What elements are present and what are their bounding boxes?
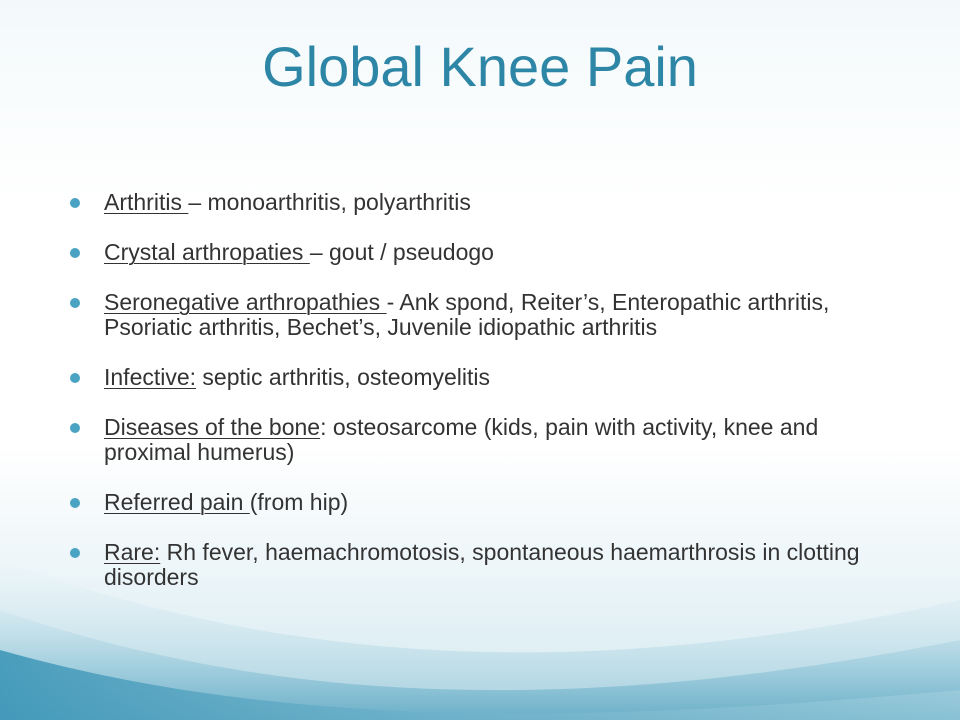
bullet-dot-icon [70, 373, 80, 383]
bullet-dot-icon [70, 423, 80, 433]
bullet-detail: Rh fever, haemachromotosis, spontaneous haemarthrosis in clotting disorders [104, 539, 860, 590]
bullet-item [70, 365, 900, 390]
bullet-term: Diseases of the bone [104, 414, 321, 440]
bullet-item [70, 240, 900, 265]
bullet-detail: – monoarthritis, polyarthritis [188, 189, 471, 215]
bullet-dot-icon [70, 298, 80, 308]
bullet-item [70, 190, 900, 215]
bullet-term: Seronegative arthropathies [104, 289, 387, 315]
bullet-dot-icon [70, 548, 80, 558]
bullet-item [70, 490, 900, 515]
bullet-term: Arthritis [104, 189, 189, 215]
slide-title: Global Knee Pain [262, 35, 698, 98]
bullet-term: Infective: [104, 364, 197, 390]
bullet-detail: : osteosarcome (kids, pain with activity, knee and proximal humerus) [104, 414, 819, 465]
bullet-term: Rare: [104, 539, 161, 565]
bullet-detail: septic arthritis, osteomyelitis [196, 364, 491, 390]
bullet-detail: (from hip) [249, 489, 349, 515]
bullet-dot-icon [70, 248, 80, 258]
bullet-term: Crystal arthropaties [104, 239, 310, 265]
bullet-list [70, 190, 900, 615]
bullet-term: Referred pain [104, 489, 250, 515]
bullet-item [70, 290, 900, 340]
bullet-dot-icon [70, 498, 80, 508]
bullet-detail: – gout / pseudogo [309, 239, 494, 265]
bullet-dot-icon [70, 198, 80, 208]
bullet-detail: - Ank spond, Reiter’s, Enteropathic arthritis, Psoriatic arthritis, Bechet’s, Juvenile idiopathic arthritis [104, 289, 830, 340]
bullet-item [70, 540, 900, 590]
bullet-item [70, 415, 900, 465]
